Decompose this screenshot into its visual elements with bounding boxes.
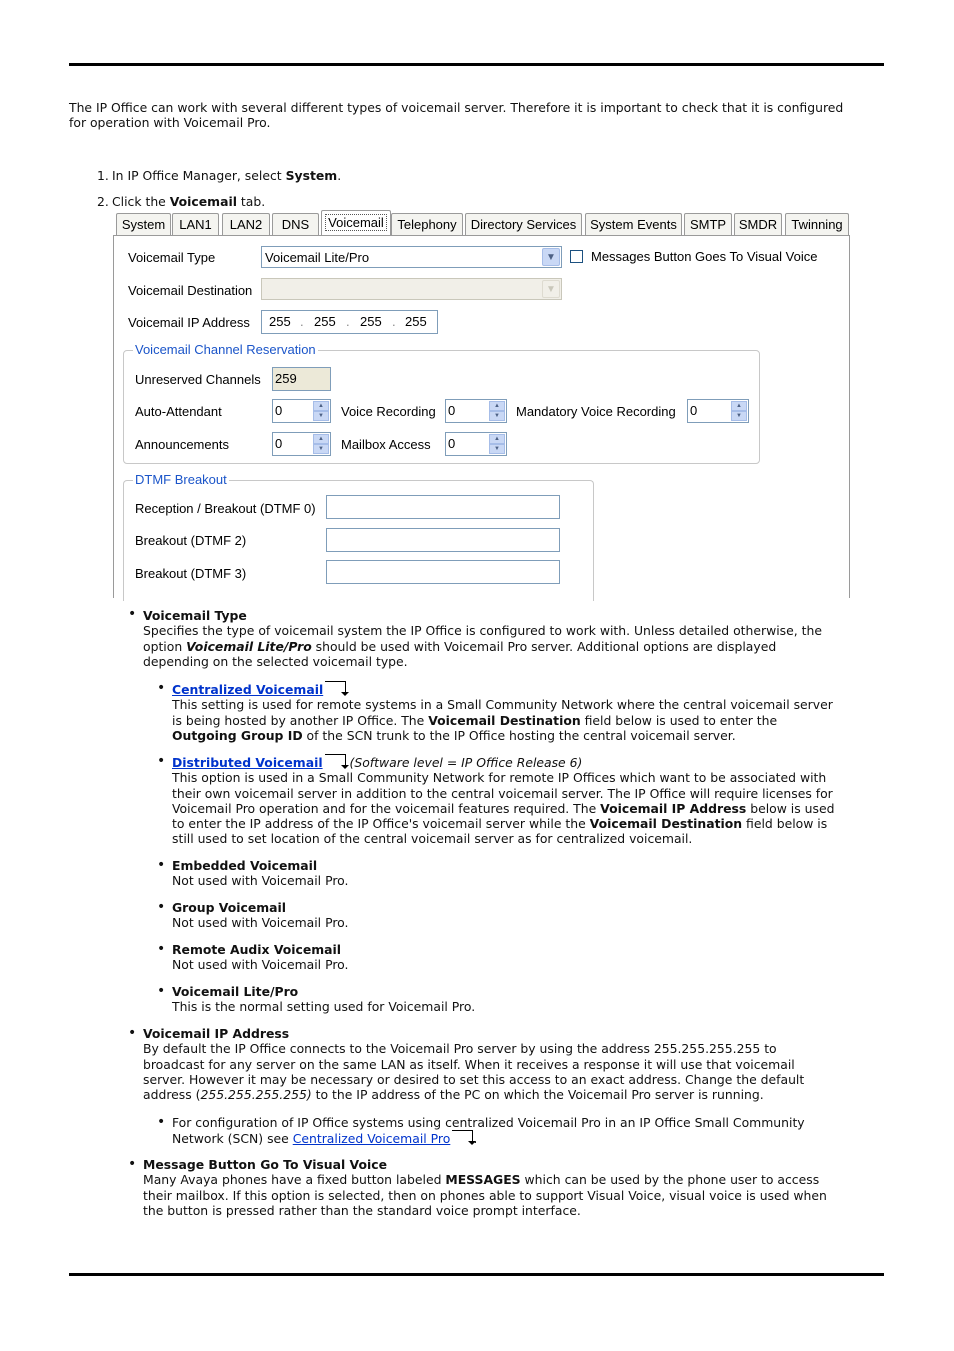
- group-voicemail-item: Group Voicemail Not used with Voicemail Pro.: [172, 900, 349, 931]
- bullet-icon: •: [157, 857, 166, 873]
- voicemail-type-value: Voicemail Lite/Pro: [265, 250, 370, 265]
- voice-recording-value: 0: [448, 403, 456, 418]
- step-2-text: Click the Voicemail tab.: [112, 194, 266, 209]
- step-1-number: 1.: [97, 168, 109, 183]
- chevron-down-icon: ▼: [542, 280, 560, 298]
- chevron-down-icon[interactable]: ▼: [542, 248, 560, 266]
- step-2-number: 2.: [97, 194, 109, 209]
- auto-attendant-label: Auto-Attendant: [135, 404, 222, 419]
- footer-rule: [69, 1273, 884, 1276]
- bullet-icon: •: [128, 1025, 137, 1041]
- distributed-voicemail-item: Distributed Voicemail (Software level = IP Office Release 6) This option is used in a Small Community Network for remote IP Offices which want to be associated with their own voicemail server in addition to the central voicemail server. The IP Office will require licenses for Voicemail Pro operation and for the voicemail features required. The Voicemail IP Address below is used to enter the IP address of the IP Office's voicemail server while the Voicemail Destination field below is still used to set location of the central voicemail server as for centralized voicemail.: [172, 755, 835, 847]
- voicemail-type-label: Voicemail Type: [128, 250, 216, 265]
- voicemail-ip-label: Voicemail IP Address: [128, 315, 250, 330]
- mandatory-voice-recording-value: 0: [690, 403, 698, 418]
- bullet-icon: •: [128, 1156, 137, 1172]
- tab-lan2[interactable]: LAN2: [222, 213, 270, 235]
- embedded-voicemail-item: Embedded Voicemail Not used with Voicemail Pro.: [172, 858, 349, 889]
- voicemail-type-title: Voicemail Type: [143, 608, 247, 623]
- tab-voicemail[interactable]: [321, 210, 391, 236]
- scn-note-item: For configuration of IP Office systems using centralized Voicemail Pro in an IP Office Small Community Network (SCN) see Centralized Voicemail Pro .: [172, 1115, 805, 1147]
- message-button-item: Message Button Go To Visual Voice Many Avaya phones have a fixed button labeled MESSAGES which can be used by the phone user to access their mailbox. If this option is selected, then on phones able to support Visual Voice, visual voice is used when the button is pressed rather than the standard voice prompt interface.: [143, 1157, 827, 1218]
- tab-dns[interactable]: DNS: [272, 213, 319, 235]
- bullet-icon: •: [128, 606, 137, 622]
- ip-octet-1: 255: [269, 314, 291, 329]
- tab-smtp[interactable]: SMTP: [684, 213, 732, 235]
- announcements-spinner[interactable]: [272, 432, 331, 456]
- spin-down-icon[interactable]: ▼: [731, 411, 747, 421]
- dtmf2-input[interactable]: [326, 528, 560, 552]
- mailbox-access-value: 0: [448, 436, 456, 451]
- spin-down-icon[interactable]: ▼: [313, 411, 329, 421]
- centralized-voicemail-pro-link[interactable]: Centralized Voicemail Pro: [292, 1131, 451, 1147]
- bullet-icon: •: [157, 899, 166, 915]
- popup-link-icon: [452, 1130, 473, 1141]
- ip-octet-2: 255: [314, 314, 336, 329]
- tab-voicemail-label: Voicemail: [325, 214, 387, 231]
- tab-telephony[interactable]: Telephony: [391, 213, 463, 235]
- dtmf3-input[interactable]: [326, 560, 560, 584]
- bullet-icon: •: [157, 983, 166, 999]
- voicemail-ip-item: Voicemail IP Address By default the IP Office connects to the Voicemail Pro server by using the address 255.255.255.255 to broadcast for any server on the same LAN as itself. When it receives a response it will use that voicemail server. However it may be necessary or desired to set this access to an exact address. Change the default address (255.255.255.255) to the IP address of the PC on which the Voicemail Pro server is running.: [143, 1026, 805, 1103]
- tab-lan1[interactable]: LAN1: [172, 213, 219, 235]
- unreserved-channels-value: 259: [272, 367, 331, 391]
- remote-audix-item: Remote Audix Voicemail Not used with Voicemail Pro.: [172, 942, 349, 973]
- ip-octet-4: 255: [405, 314, 427, 329]
- ip-dot: .: [392, 314, 396, 329]
- tab-twinning[interactable]: Twinning: [785, 213, 849, 235]
- tab-system-events[interactable]: System Events: [585, 213, 682, 235]
- spin-down-icon[interactable]: ▼: [313, 444, 329, 454]
- voicemail-ip-input[interactable]: [261, 310, 438, 334]
- voicemail-destination-select[interactable]: [261, 278, 562, 300]
- mandatory-voice-recording-spinner[interactable]: [687, 399, 749, 423]
- tab-system[interactable]: System: [116, 213, 171, 235]
- dtmf2-label: Breakout (DTMF 2): [135, 533, 247, 548]
- centralized-voicemail-item: Centralized Voicemail This setting is used for remote systems in a Small Community Network where the central voicemail server is being hosted by another IP Office. The Voicemail Destination field below is used to enter the Outgoing Group ID of the SCN trunk to the IP Office hosting the central voicemail server.: [172, 682, 833, 743]
- popup-link-icon: [325, 754, 346, 765]
- bullet-icon: •: [157, 941, 166, 957]
- bullet-icon: •: [157, 753, 166, 769]
- mailbox-access-spinner[interactable]: [445, 432, 507, 456]
- spin-up-icon[interactable]: ▲: [313, 434, 329, 444]
- ip-octet-3: 255: [360, 314, 382, 329]
- voicemail-type-select[interactable]: [261, 246, 562, 268]
- spin-up-icon[interactable]: ▲: [489, 434, 505, 444]
- voice-recording-spinner[interactable]: [445, 399, 507, 423]
- unreserved-channels-label: Unreserved Channels: [135, 372, 261, 387]
- spin-up-icon[interactable]: ▲: [489, 401, 505, 411]
- auto-attendant-value: 0: [275, 403, 283, 418]
- step-1-text: In IP Office Manager, select System.: [112, 168, 342, 183]
- bullet-icon: •: [157, 1114, 166, 1130]
- voicemail-settings-screenshot: [113, 210, 850, 598]
- ip-dot: .: [346, 314, 350, 329]
- dtmf3-label: Breakout (DTMF 3): [135, 566, 247, 581]
- intro-paragraph: The IP Office can work with several different types of voicemail server. Therefore it is important to check that it is configured for operation with Voicemail Pro.: [69, 100, 844, 130]
- auto-attendant-spinner[interactable]: [272, 399, 331, 423]
- voicemail-type-item: Voicemail Type Specifies the type of voicemail system the IP Office is configured to work with. Unless detailed otherwise, the option Voicemail Lite/Pro should be used with Voicemail Pro server. Additional options are displayed depending on the selected voicemail type.: [143, 608, 822, 669]
- tab-directory-services[interactable]: Directory Services: [465, 213, 582, 235]
- ip-dot: .: [300, 314, 304, 329]
- messages-button-label: Messages Button Goes To Visual Voice: [591, 249, 818, 264]
- mandatory-voice-recording-label: Mandatory Voice Recording: [516, 404, 676, 419]
- channel-reservation-title: Voicemail Channel Reservation: [135, 342, 316, 357]
- voicemail-destination-label: Voicemail Destination: [128, 283, 253, 298]
- centralized-voicemail-link[interactable]: Centralized Voicemail: [172, 682, 324, 697]
- dtmf0-label: Reception / Breakout (DTMF 0): [135, 501, 316, 516]
- messages-button-checkbox[interactable]: [570, 250, 583, 263]
- bullet-icon: •: [157, 680, 166, 696]
- dtmf-breakout-title: DTMF Breakout: [135, 472, 227, 487]
- spin-up-icon[interactable]: ▲: [731, 401, 747, 411]
- voice-recording-label: Voice Recording: [341, 404, 436, 419]
- spin-up-icon[interactable]: ▲: [313, 401, 329, 411]
- mailbox-access-label: Mailbox Access: [341, 437, 431, 452]
- distributed-voicemail-link[interactable]: Distributed Voicemail: [172, 755, 323, 770]
- voicemail-lite-pro-item: Voicemail Lite/Pro This is the normal setting used for Voicemail Pro.: [172, 984, 476, 1015]
- header-rule: [69, 63, 884, 66]
- tab-bar: [113, 210, 850, 236]
- voicemail-panel: [113, 235, 850, 598]
- spin-down-icon[interactable]: ▼: [489, 411, 505, 421]
- spin-down-icon[interactable]: ▼: [489, 444, 505, 454]
- dtmf0-input[interactable]: [326, 495, 560, 519]
- popup-link-icon: [325, 681, 346, 692]
- announcements-value: 0: [275, 436, 283, 451]
- announcements-label: Announcements: [135, 437, 229, 452]
- tab-smdr[interactable]: SMDR: [734, 213, 782, 235]
